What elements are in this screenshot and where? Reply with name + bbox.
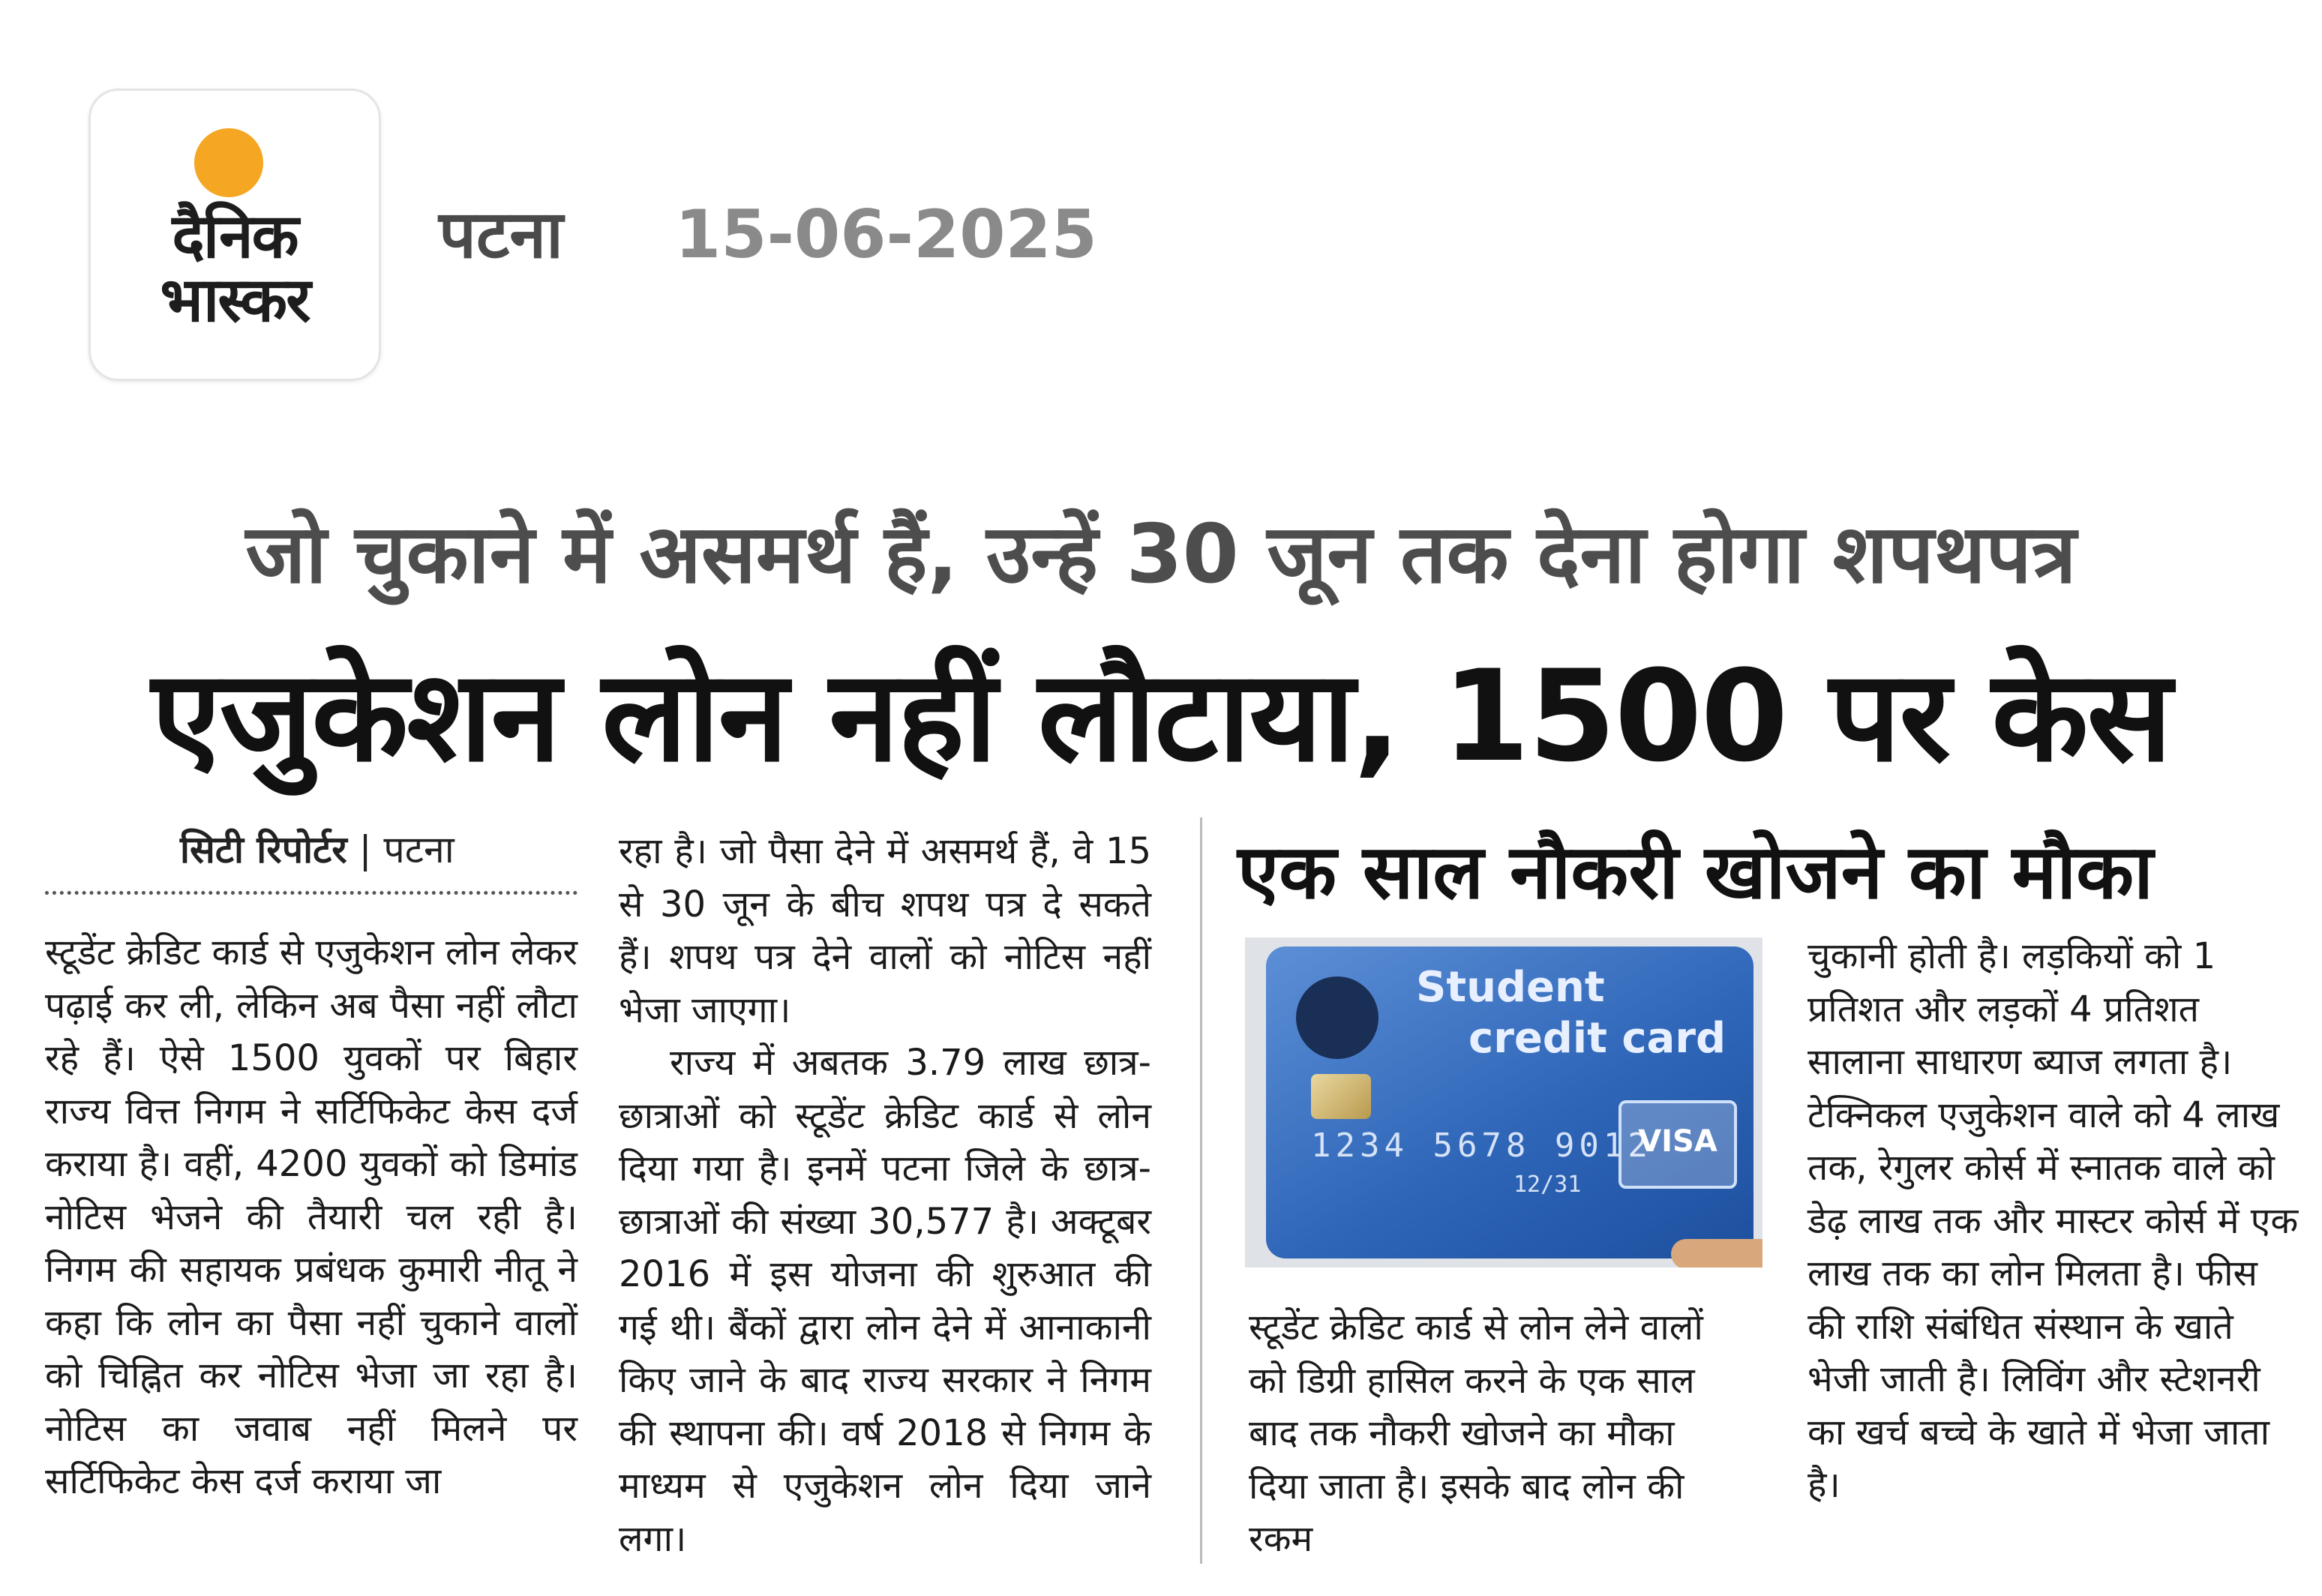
card-chip-icon bbox=[1311, 1074, 1371, 1119]
edition-city: पटना bbox=[439, 196, 563, 273]
card-number: 1234 5678 9012 bbox=[1311, 1126, 1652, 1165]
article-column-1: स्टूडेंट क्रेडिट कार्ड से एजुकेशन लोन लेकर पढ़ाई कर ली, लेकिन अब पैसा नहीं लौटा रहे हैं। ऐसे 1500 युवकों पर बिहार राज्य वित्त निगम ने सर्टिफिकेट केस दर्ज कराया है। वहीं, 4200 युवकों को डिमांड नोटिस भेजने की तैयारी चल रही है। निगम की सहायक प्रबंधक कुमारी नीतू ने कहा कि लोन का पैसा नहीं चुकाने वालों को चिह्नित कर नोटिस भेजा जा रहा है। नोटिस का जवाब नहीं मिलने पर सर्टिफिकेट केस दर्ज कराया जा bbox=[45, 932, 578, 1502]
byline-separator: | bbox=[346, 828, 384, 872]
student-credit-card-photo bbox=[1245, 938, 1762, 1268]
logo-line1: दैनिक bbox=[172, 201, 298, 272]
column-divider bbox=[1200, 818, 1202, 1564]
kicker-headline: जो चुकाने में असमर्थ हैं, उन्हें 30 जून तक देना होगा शपथपत्र bbox=[245, 508, 2077, 602]
column-2-paragraph-2: राज्य में अबतक 3.79 लाख छात्र-छात्राओं को स्टूडेंट क्रेडिट कार्ड से लोन दिया गया है। इनमें पटना जिले के छात्र-छात्राओं की संख्या 30,577 है। अक्टूबर 2016 में इस योजना की शुरुआत की गई थी। बैंकों द्वारा लोन देने में आनाकानी किए जाने के बाद राज्य सरकार ने निगम की स्थापना की। वर्ष 2018 से निगम के माध्यम से एजुकेशन लोन दिया जाने लगा। bbox=[619, 1042, 1151, 1560]
logo-line2: भास्कर bbox=[160, 265, 310, 336]
byline-city: पटना bbox=[383, 828, 454, 872]
article-column-2 bbox=[619, 825, 1151, 1565]
dotted-divider bbox=[45, 891, 578, 895]
byline-author: सिटी रिपोर्टर bbox=[180, 828, 347, 872]
credit-card bbox=[1266, 946, 1754, 1258]
card-brand-hologram bbox=[1618, 1100, 1737, 1189]
byline bbox=[180, 824, 454, 876]
edition-date: 15-06-2025 bbox=[675, 196, 1097, 273]
student-reading-icon bbox=[1296, 976, 1378, 1059]
article-column-3: स्टूडेंट क्रेडिट कार्ड से लोन लेने वालों को डिग्री हासिल करने के एक साल बाद तक नौकरी खोजने का मौका दिया जाता है। इसके बाद लोन की रकम bbox=[1249, 1306, 1703, 1560]
article-column-4: चुकानी होती है। लड़कियों को 1 प्रतिशत और लड़कों 4 प्रतिशत सालाना साधारण ब्याज लगता है। टेक्निकल एजुकेशन वाले को 4 लाख तक, रेगुलर कोर्स में स्नातक वाले को डेढ़ लाख तक और मास्टर कोर्स में एक लाख तक का लोन मिलता है। फीस की राशि संबंधित संस्थान के खाते भेजी जाती है। लिविंग और स्टेशनरी का खर्च बच्चे के खाते में भेजा जाता है। bbox=[1808, 935, 2299, 1506]
hand-pointing bbox=[1671, 1239, 1762, 1268]
sub-headline: एक साल नौकरी खोजने का मौका bbox=[1238, 828, 2153, 916]
main-headline: एजुकेशन लोन नहीं लौटाया, 1500 पर केस bbox=[151, 643, 2171, 790]
card-title-line2: credit card bbox=[1468, 1014, 1726, 1063]
card-expiry: 12/31 bbox=[1514, 1172, 1582, 1198]
card-brand-text: VISA bbox=[1638, 1124, 1718, 1159]
sun-icon bbox=[194, 128, 263, 197]
newspaper-logo bbox=[88, 88, 381, 381]
column-2-paragraph-1: रहा है। जो पैसा देने में असमर्थ हैं, वे 15 से 30 जून के बीच शपथ पत्र दे सकते हैं। शपथ पत्र देने वालों को नोटिस नहीं भेजा जाएगा। bbox=[619, 830, 1151, 1031]
card-title-line1: Student bbox=[1416, 963, 1605, 1012]
